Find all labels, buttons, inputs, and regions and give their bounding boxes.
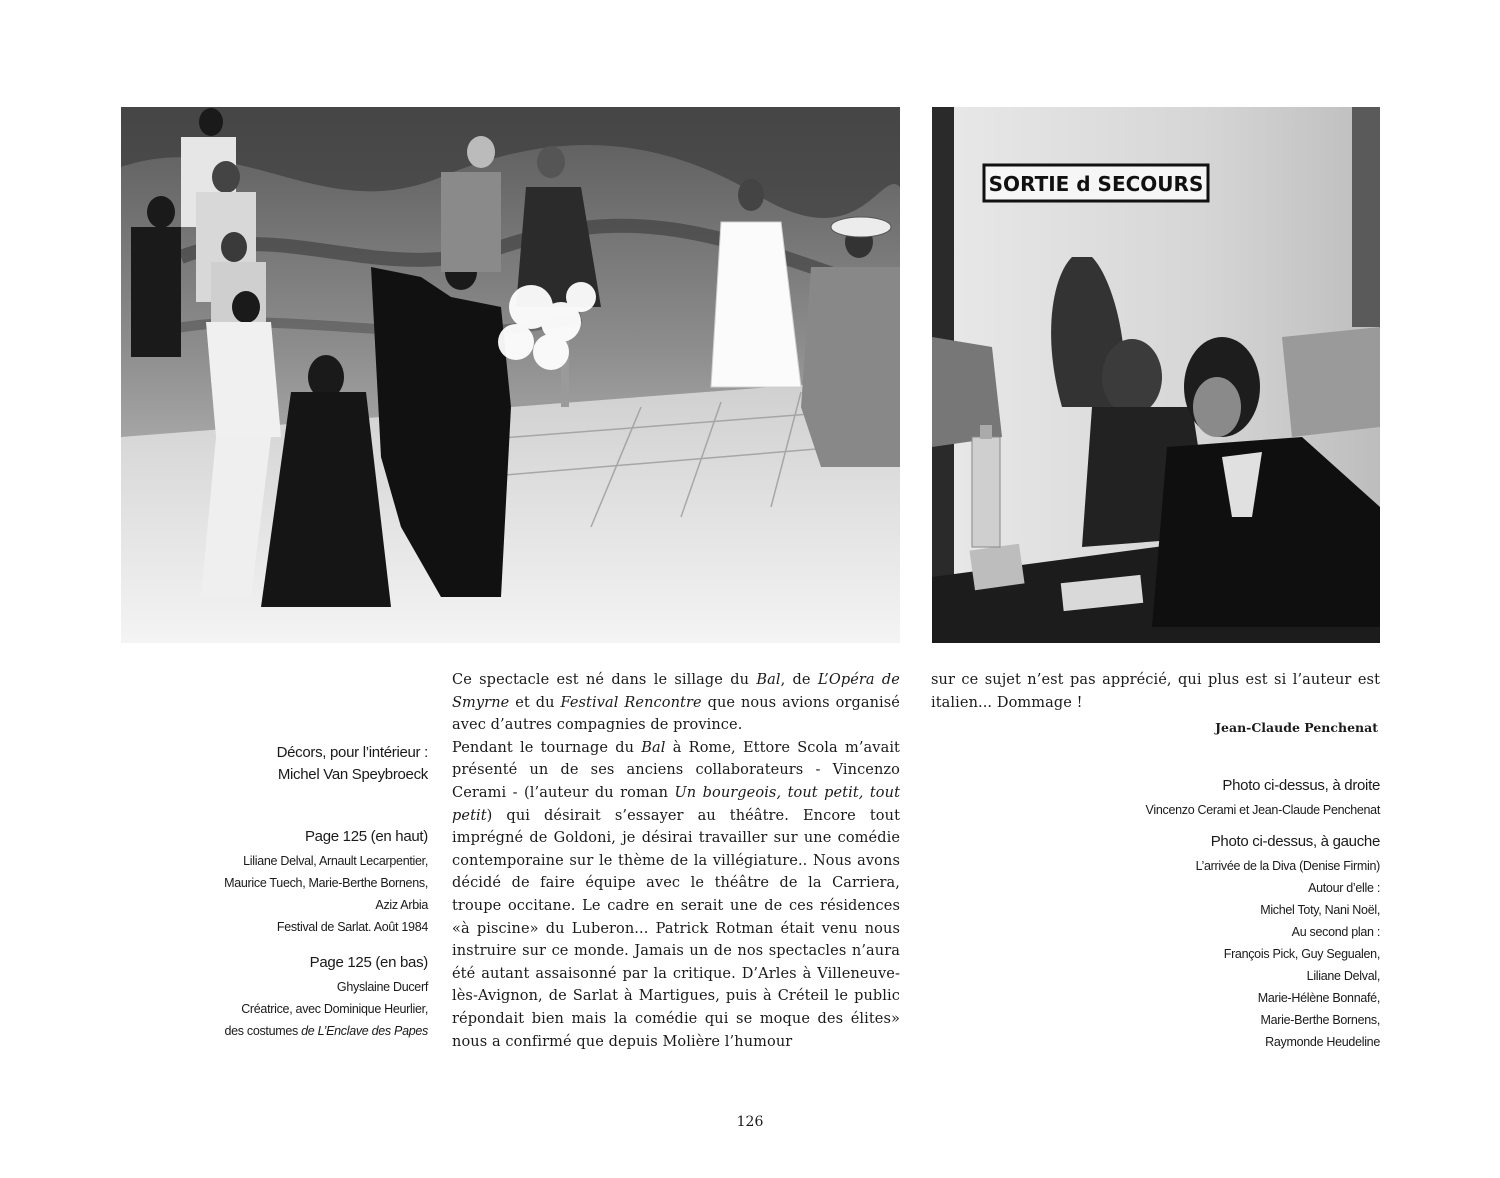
paragraph-2 (452, 737, 900, 1053)
main-text-column (452, 669, 900, 1053)
text-run: que nous avions organisé avec d’autres compagnies de province. (452, 694, 900, 734)
text-run: ) qui désirait s’essayer au théâtre. Encore tout imprégné de Goldoni, je désirai travailler sur une comédie contemporaine sur le thème de la villégiature.. Nous avons décidé de faire équipe avec le théâtre de la Carriera, troupe occitane. Le cadre en serait une de ces résidences «à piscine» du Luberon... Patrick Rotman était venu nous instruire sur ce monde. Jamais un de nos spectacles n’aura été autant assaisonné par la critique. D’Arles à Villeneuve-lès-Avignon, de Sarlat à Martigues, puis à Créteil le public répondait bien mais la comédie qui se moque des élites» nous a confirmé que depuis Molière l’humour (452, 807, 900, 1050)
stage-scene-illustration (121, 107, 900, 643)
caption-costumes-title: de L’Enclave des Papes (301, 1024, 428, 1038)
backstage-illustration (932, 107, 1380, 643)
caption-line-costumes (186, 1020, 428, 1042)
title-festival-rencontre: Festival Rencontre (560, 694, 702, 711)
text-run: et du (509, 694, 561, 711)
right-captions (1060, 775, 1380, 1053)
page-number: 126 (736, 1114, 764, 1130)
caption-line: François Pick, Guy Segualen, (1223, 947, 1380, 961)
caption-line: Ghyslaine Ducerf (336, 980, 428, 994)
caption-line: Créatrice, avec Dominique Heurlier, (241, 1002, 428, 1016)
decors-name: Michel Van Speybroeck (277, 766, 428, 783)
author-signature: Jean-Claude Penchenat (1215, 720, 1378, 735)
caption-line: Autour d’elle : (1308, 881, 1380, 895)
title-bal: Bal (756, 672, 781, 688)
paragraph-continued: sur ce sujet n’est pas apprécié, qui plus est si l’auteur est italien... Dommage ! (931, 672, 1380, 711)
continued-text-column (931, 669, 1380, 714)
text-run: Pendant le tournage du (452, 739, 642, 756)
caption-line: Michel Toty, Nani Noël, (1260, 903, 1380, 917)
caption-line: L’arrivée de la Diva (Denise Firmin) (1195, 859, 1380, 873)
caption-line: Liliane Delval, (1306, 969, 1380, 983)
caption-line: Aziz Arbia (375, 898, 428, 912)
caption-line: Vincenzo Cerami et Jean-Claude Penchenat (1145, 803, 1380, 817)
text-run: , de (780, 672, 818, 688)
paragraph-1 (452, 669, 900, 737)
caption-line: Maurice Tuech, Marie-Berthe Bornens, (224, 876, 428, 890)
title-opera-smyrne: L’Opéra de Smyrne (452, 672, 900, 711)
photo-right-heading: Photo ci-dessus, à droite (1222, 777, 1380, 794)
backstage-portrait-photo (932, 107, 1380, 643)
left-captions (186, 742, 428, 1042)
emergency-exit-sign-text: SORTIE d SECOURS (988, 172, 1204, 196)
caption-line: Raymonde Heudeline (1265, 1035, 1380, 1049)
caption-line: Liliane Delval, Arnault Lecarpentier, (243, 854, 428, 868)
stage-scene-photo (121, 107, 900, 643)
caption-costumes-prefix: des costumes (224, 1024, 302, 1038)
page-125-top-heading: Page 125 (en haut) (304, 828, 428, 845)
caption-line: Au second plan : (1291, 925, 1380, 939)
caption-line: Marie-Hélène Bonnafé, (1257, 991, 1380, 1005)
title-un-bourgeois: Un bourgeois, tout petit, tout petit (452, 784, 901, 824)
decors-heading: Décors, pour l’intérieur : (276, 744, 428, 761)
page-125-bottom-heading: Page 125 (en bas) (309, 954, 428, 971)
title-bal: Bal (641, 739, 666, 756)
text-run: à Rome, Ettore Scola m’avait présenté un de ses anciens collaborateurs - Vincenzo Cerami - (l’auteur du roman (452, 739, 900, 801)
photo-left-heading: Photo ci-dessus, à gauche (1210, 833, 1380, 850)
caption-line: Festival de Sarlat. Août 1984 (276, 920, 428, 934)
text-run: Ce spectacle est né dans le sillage du (452, 672, 757, 688)
caption-line: Marie-Berthe Bornens, (1260, 1013, 1380, 1027)
